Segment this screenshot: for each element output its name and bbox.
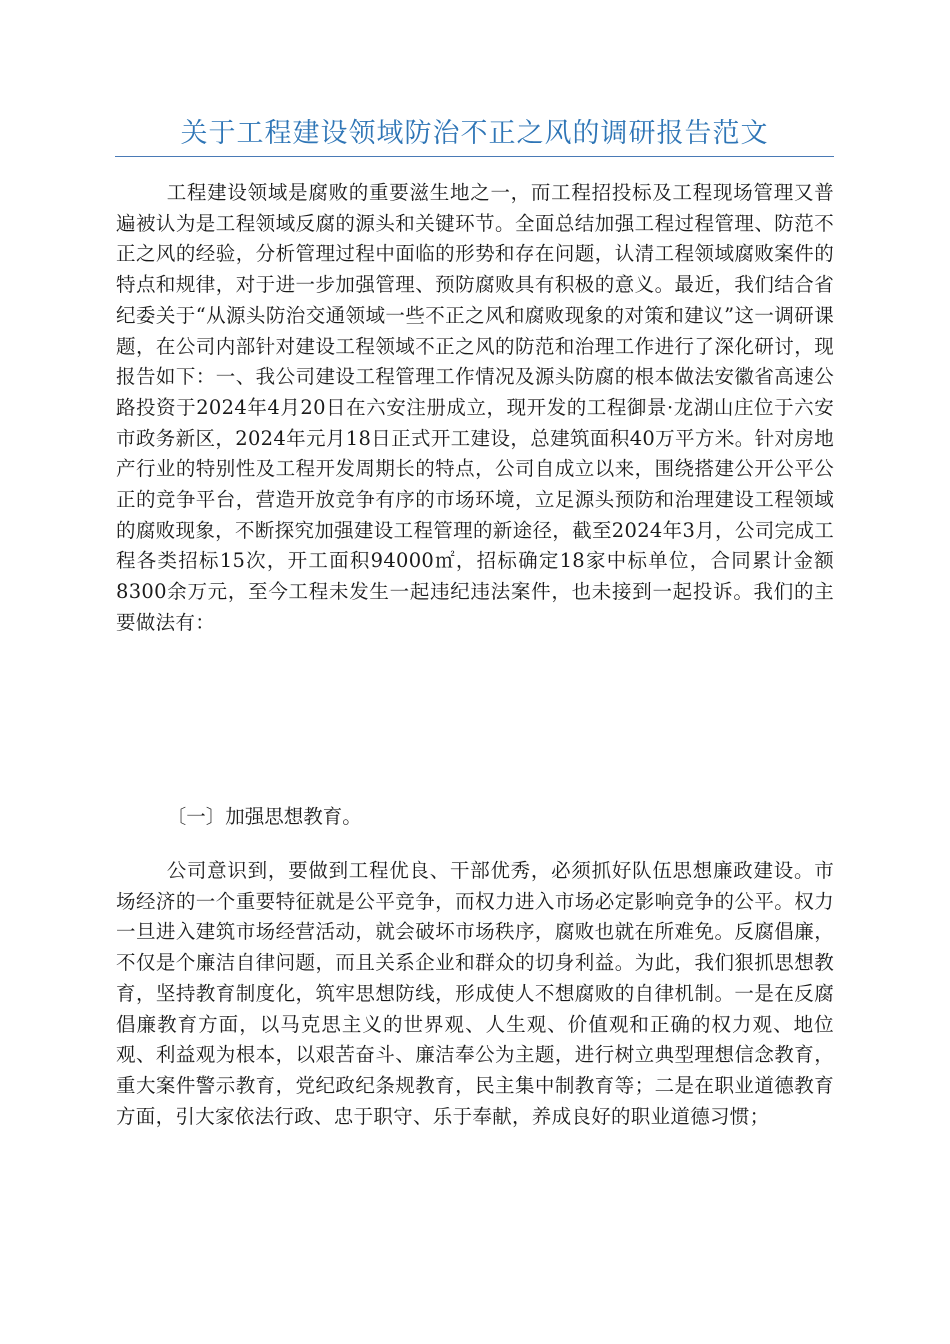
- section-heading: 〔一〕加强思想教育。: [166, 805, 362, 828]
- title-underline: [115, 156, 834, 157]
- education-paragraph: 公司意识到，要做到工程优良、干部优秀，必须抓好队伍思想廉政建设。市场经济的一个重要特征就是公平竞争，而权力进入市场必定影响竞争的公平。权力一旦进入建筑市场经营活动，就会破坏市场秩序，腐败也就在所难免。反腐倡廉，不仅是个廉洁自律问题，而且关系企业和群众的切身利益。为此，我们狠抓思想教育，坚持教育制度化，筑牢思想防线，形成使人不想腐败的自律机制。一是在反腐倡廉教育方面，以马克思主义的世界观、人生观、价值观和正确的权力观、地位观、利益观为根本，以艰苦奋斗、廉洁奉公为主题，进行树立典型理想信念教育，重大案件警示教育，党纪政纪条规教育，民主集中制教育等；二是在职业道德教育方面，引大家依法行政、忠于职守、乐于奉献，养成良好的职业道德习惯；: [116, 859, 834, 1128]
- document-title: 关于工程建设领域防治不正之风的调研报告范文: [180, 118, 769, 149]
- intro-paragraph: 工程建设领域是腐败的重要滋生地之一，而工程招投标及工程现场管理又普遍被认为是工程领域反腐的源头和关键环节。全面总结加强工程过程管理、防范不正之风的经验，分析管理过程中面临的形势和存在问题，认清工程领域腐败案件的特点和规律，对于进一步加强管理、预防腐败具有积极的意义。最近，我们结合省纪委关于“从源头防治交通领域一些不正之风和腐败现象的对策和建议”这一调研课题，在公司内部针对建设工程领域不正之风的防范和治理工作进行了深化研讨，现报告如下：一、我公司建设工程管理工作情况及源头防腐的根本做法安徽省高速公路投资于2024年4月20日在六安注册成立，现开发的工程御景·龙湖山庄位于六安市政务新区，2024年元月18日正式开工建设，总建筑面积40万平方米。针对房地产行业的特别性及工程开发周期长的特点，公司自成立以来，围绕搭建公开公平公正的竞争平台，营造开放竞争有序的市场环境，立足源头预防和治理建设工程领域的腐败现象，不断探究加强建设工程管理的新途径，截至2024年3月，公司完成工程各类招标15次，开工面积94000㎡，招标确定18家中标单位，合同累计金额8300余万元，至今工程未发生一起违纪违法案件，也未接到一起投诉。我们的主要做法有：: [116, 181, 834, 634]
